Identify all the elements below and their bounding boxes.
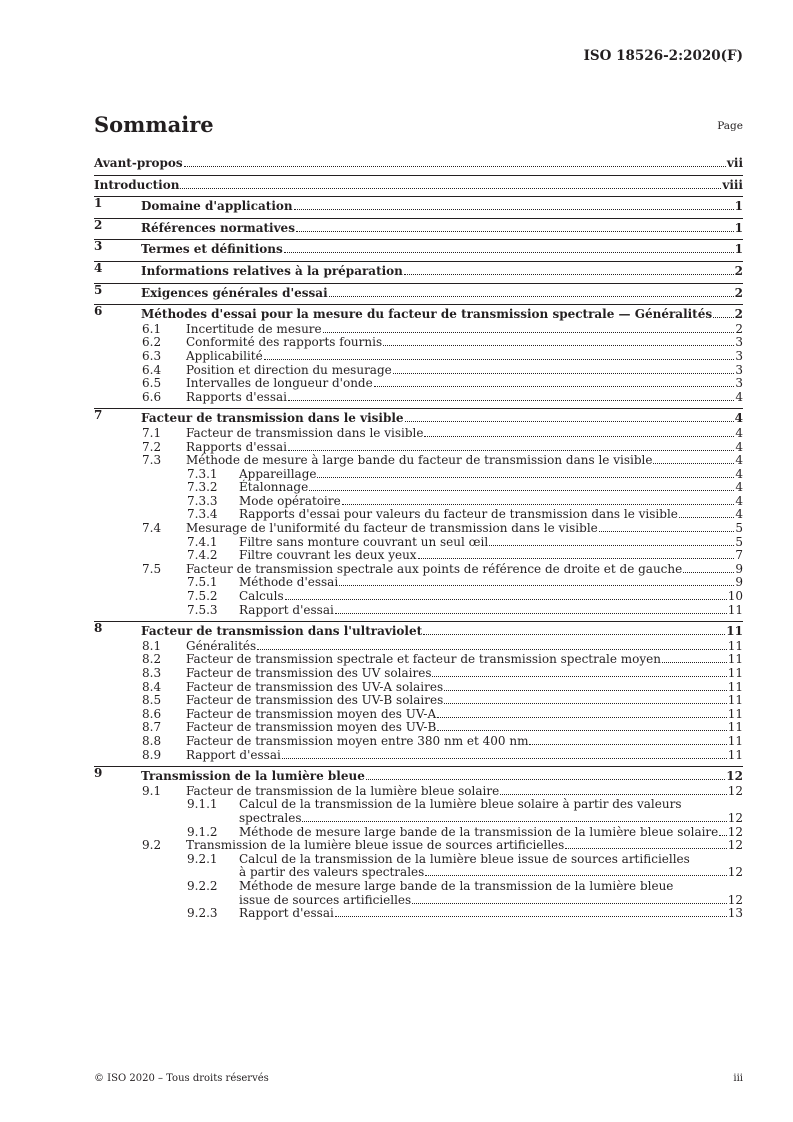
toc-entry-label: Intervalles de longueur d'onde <box>186 376 373 391</box>
toc-entry-number: 4 <box>94 260 103 275</box>
dot-leader <box>323 332 735 333</box>
dot-leader <box>374 386 735 387</box>
toc-entry-page: vii <box>726 156 743 170</box>
toc-entry-label: Calcul de la transmission de la lumière bleue issue de sources artificielles <box>239 851 690 866</box>
toc-entry-number: 8.9 <box>142 747 162 762</box>
toc-entry-number: 8.5 <box>142 693 162 708</box>
toc-entry[interactable] <box>94 749 743 763</box>
toc-entry-page: 11 <box>727 679 743 694</box>
toc-entry-number: 6 <box>94 304 103 319</box>
dot-leader <box>383 345 734 346</box>
toc-entry-number: 9.1.2 <box>187 824 218 839</box>
toc-entry[interactable] <box>94 261 743 279</box>
toc-entry-page: 11 <box>726 624 743 639</box>
toc-entry-label: Facteur de transmission des UV-A solaires <box>186 679 444 694</box>
dot-leader <box>424 436 734 437</box>
toc-entry-label: Méthode de mesure large bande de la transmission de la lumière bleue <box>239 878 674 893</box>
dot-leader <box>309 490 734 491</box>
toc-entry[interactable] <box>94 427 743 441</box>
toc-entry-label: spectrales <box>239 810 302 825</box>
toc-entry-number: 9.2.2 <box>187 878 218 893</box>
toc-entry-number: 9.2 <box>142 838 162 853</box>
toc-entry-number: 3 <box>94 239 103 254</box>
toc-entry-page: 1 <box>734 242 743 257</box>
toc-entry-label: Facteur de transmission des UV solaires <box>186 666 432 680</box>
dot-leader <box>679 517 734 518</box>
toc-entry-number: 8.2 <box>142 652 162 667</box>
toc-entry[interactable] <box>94 640 743 654</box>
toc-entry-label: Facteur de transmission spectrale et facteur de transmission spectrale moyen <box>186 652 661 667</box>
toc-entry-number: 7.1 <box>142 425 162 440</box>
toc-entry-page: 3 <box>735 376 743 391</box>
toc-entry-page: 12 <box>726 769 743 784</box>
toc-entry-number: 7.3.4 <box>187 507 218 522</box>
dot-leader <box>500 794 727 795</box>
toc-entry-number: 9.2.1 <box>187 851 218 866</box>
toc-entry-number: 6.1 <box>142 321 162 336</box>
toc-entry-label: Transmission de la lumière bleue <box>141 769 365 784</box>
toc-entry-number: 6.6 <box>142 389 162 404</box>
page-number: iii <box>733 1073 743 1084</box>
toc-entry-page: 4 <box>735 480 743 495</box>
toc-entry[interactable] <box>94 549 743 563</box>
toc-entry-number: 7.5.3 <box>187 602 218 617</box>
toc-entry-page: 2 <box>734 263 743 278</box>
toc-entry[interactable] <box>94 766 743 784</box>
toc-entry-label: Facteur de transmission dans le visible <box>186 425 424 440</box>
toc-entry-label: Appareillage <box>239 466 317 481</box>
dot-leader <box>366 779 725 780</box>
toc-entry[interactable] <box>94 721 743 735</box>
toc-entry[interactable] <box>94 694 743 708</box>
dot-leader <box>432 676 726 677</box>
toc-entry-page: 11 <box>727 733 743 748</box>
toc-entry-number: 7.5 <box>142 561 162 576</box>
toc-entry-number: 6.3 <box>142 348 162 363</box>
toc-entry-label: Facteur de transmission moyen des UV-B <box>186 720 437 735</box>
toc-entry[interactable] <box>94 785 743 799</box>
dot-leader <box>288 450 734 451</box>
dot-leader <box>425 875 726 876</box>
toc-entry[interactable] <box>94 218 743 236</box>
toc-entry[interactable] <box>94 323 743 337</box>
dot-leader <box>342 504 735 505</box>
toc-entry-number: 7.3.2 <box>187 480 218 495</box>
toc-entry-page: 4 <box>735 425 743 440</box>
toc-entry-page: 11 <box>727 693 743 708</box>
toc-entry[interactable] <box>94 576 743 590</box>
toc-entry-label: Étalonnage <box>239 480 309 495</box>
toc-entry[interactable] <box>94 604 743 618</box>
toc-entry-number: 7 <box>94 408 103 423</box>
toc-entry[interactable] <box>94 880 743 907</box>
dot-leader <box>418 558 735 559</box>
toc-entry-number: 7.3.1 <box>187 466 218 481</box>
toc-entry-page: 5 <box>735 521 743 536</box>
toc-entry-page: 3 <box>735 362 743 377</box>
toc-entry-page: 2 <box>734 285 743 300</box>
toc-entry-label: Méthodes d'essai pour la mesure du facteur de transmission spectrale — Généralités <box>141 307 713 322</box>
toc-entry-page: 3 <box>735 335 743 350</box>
toc-entry-label: Facteur de transmission spectrale aux points de référence de droite et de gauche <box>186 561 683 576</box>
toc-entry-label: Calcul de la transmission de la lumière bleue solaire à partir des valeurs <box>239 797 682 812</box>
toc-entry-label: Mode opératoire <box>239 493 341 508</box>
dot-leader <box>423 634 725 635</box>
toc-entry-page: 4 <box>735 507 743 522</box>
toc-entry[interactable] <box>94 681 743 695</box>
toc-entry[interactable] <box>94 350 743 364</box>
toc-entry[interactable] <box>94 839 743 853</box>
toc-entry-page: viii <box>722 177 743 192</box>
toc-entry[interactable] <box>94 283 743 301</box>
toc-entry-page: 2 <box>735 321 743 336</box>
toc-entry-number: 6.4 <box>142 362 162 377</box>
toc-entry-page: 11 <box>727 638 743 653</box>
toc-entry[interactable] <box>94 590 743 604</box>
toc-entry[interactable] <box>94 735 743 749</box>
dot-leader <box>264 359 735 360</box>
dot-leader <box>284 252 734 253</box>
copyright-notice: © ISO 2020 – Tous droits réservés <box>94 1073 269 1084</box>
toc-entry[interactable] <box>94 408 743 426</box>
dot-leader <box>317 477 734 478</box>
toc-entry-label: Applicabilité <box>186 348 263 363</box>
toc-entry-page: 11 <box>727 720 743 735</box>
toc-entry-number: 2 <box>94 217 103 232</box>
toc-entry-page: 12 <box>727 810 743 825</box>
toc-entry-label: issue de sources artificielles <box>239 892 412 907</box>
toc-entry[interactable] <box>94 364 743 378</box>
toc-entry-page: 9 <box>735 575 743 590</box>
toc-entry-label: Domaine d'application <box>141 199 293 214</box>
toc-entry-page: 4 <box>735 389 743 404</box>
dot-leader <box>599 531 735 532</box>
toc-entry[interactable] <box>94 441 743 455</box>
toc-entry-number: 7.5.2 <box>187 589 218 604</box>
toc-entry-page: 13 <box>727 906 743 921</box>
toc-entry-label: Rapport d'essai <box>239 602 334 617</box>
toc-entry-number: 1 <box>94 196 103 211</box>
toc-entry[interactable] <box>94 468 743 482</box>
toc-entry-number: 8.3 <box>142 666 162 680</box>
dot-leader <box>282 758 727 759</box>
dot-leader <box>285 599 727 600</box>
dot-leader <box>489 545 734 546</box>
dot-leader <box>184 166 726 167</box>
dot-leader <box>257 649 727 650</box>
page-column-label: Page <box>717 120 743 132</box>
toc-entry-number: 8.7 <box>142 720 162 735</box>
toc-entry-label: Avant-propos <box>94 156 183 170</box>
toc-entry-label: Facteur de transmission des UV-B solaires <box>186 693 444 708</box>
dot-leader <box>444 690 727 691</box>
toc-entry-number: 7.2 <box>142 439 162 454</box>
toc-entry-label: Transmission de la lumière bleue issue de sources artificielles <box>186 838 565 853</box>
toc-entry-label: Introduction <box>94 177 180 192</box>
dot-leader <box>713 317 734 318</box>
toc-entry-page: 1 <box>734 220 743 235</box>
toc-entry-label: Rapport d'essai <box>239 906 334 921</box>
dot-leader <box>404 274 734 275</box>
toc-entry-number: 8 <box>94 621 103 636</box>
dot-leader <box>719 835 726 836</box>
dot-leader <box>294 209 734 210</box>
toc-entry-label: Facteur de transmission dans le visible <box>141 411 404 426</box>
toc-entry-label: Position et direction du mesurage <box>186 362 392 377</box>
toc-entry-number: 8.1 <box>142 638 162 653</box>
toc-entry-number: 9.1.1 <box>187 797 218 812</box>
toc-entry-number: 7.4.2 <box>187 548 218 563</box>
toc-entry-label: Calculs <box>239 589 284 604</box>
toc-entry[interactable] <box>94 563 743 577</box>
toc-entry-number: 9 <box>94 766 103 781</box>
toc-entry[interactable] <box>94 336 743 350</box>
toc-entry-number: 7.4 <box>142 521 162 536</box>
toc-entry[interactable] <box>94 175 743 193</box>
toc-entry[interactable] <box>94 454 743 468</box>
toc-entry-number: 8.6 <box>142 706 162 721</box>
toc-entry-label: Méthode de mesure large bande de la transmission de la lumière bleue solaire <box>239 824 719 839</box>
toc-entry-page: 12 <box>727 783 743 798</box>
toc-entry-number: 8.4 <box>142 679 162 694</box>
toc-entry-label: Conformité des rapports fournis <box>186 335 383 350</box>
toc-entry-page: 11 <box>727 652 743 667</box>
dot-leader <box>335 613 727 614</box>
toc-entry-number: 9.1 <box>142 783 162 798</box>
toc-entry[interactable] <box>94 304 743 322</box>
toc-entry-label: Filtre sans monture couvrant un seul œil <box>239 534 489 549</box>
toc-entry-label: Mesurage de l'uniformité du facteur de transmission dans le visible <box>186 521 598 536</box>
toc-entry[interactable] <box>94 377 743 391</box>
toc-title: Sommaire <box>94 112 214 137</box>
toc-entry[interactable] <box>94 798 743 825</box>
toc-entry[interactable] <box>94 481 743 495</box>
toc-entry[interactable] <box>94 536 743 550</box>
toc-entry[interactable] <box>94 239 743 257</box>
toc-entry-page: 1 <box>734 199 743 214</box>
toc-entry-label: Filtre couvrant les deux yeux <box>239 548 417 563</box>
toc-entry[interactable] <box>94 708 743 722</box>
toc-entry-page: 11 <box>727 666 743 680</box>
toc-entry-page: 12 <box>727 865 743 880</box>
toc-entry-label: Méthode d'essai <box>239 575 339 590</box>
toc-entry[interactable] <box>94 853 743 880</box>
dot-leader <box>296 231 734 232</box>
toc-entry[interactable] <box>94 391 743 405</box>
toc-entry-label: Facteur de transmission moyen entre 380 nm et 400 nm <box>186 733 529 748</box>
toc-entry-page: 10 <box>727 589 743 604</box>
dot-leader <box>339 585 734 586</box>
toc-entry-page: 5 <box>735 534 743 549</box>
toc-entry-page: 4 <box>735 439 743 454</box>
toc-entry-page: 4 <box>735 493 743 508</box>
toc-entry[interactable] <box>94 196 743 214</box>
toc-entry[interactable] <box>94 508 743 522</box>
toc-entry-number: 7.3 <box>142 453 162 468</box>
toc-entry-label: Rapports d'essai pour valeurs du facteur de transmission dans le visible <box>239 507 678 522</box>
toc-entry-page: 11 <box>727 602 743 617</box>
dot-leader <box>329 296 734 297</box>
toc-entry-page: 9 <box>735 561 743 576</box>
toc-entry-number: 7.3.3 <box>187 493 218 508</box>
toc-entry-label: Termes et définitions <box>141 242 283 257</box>
toc-entry[interactable] <box>94 495 743 509</box>
toc-entry-page: 11 <box>727 706 743 721</box>
toc-entry-label: Incertitude de mesure <box>186 321 322 336</box>
dot-leader <box>565 848 726 849</box>
toc-entry-page: 7 <box>735 548 743 563</box>
dot-leader <box>662 662 727 663</box>
toc-entry-label: Informations relatives à la préparation <box>141 263 403 278</box>
dot-leader <box>288 400 734 401</box>
toc-entry-label: Facteur de transmission moyen des UV-A <box>186 706 437 721</box>
dot-leader <box>335 916 727 917</box>
toc-entry-label: Références normatives <box>141 220 295 235</box>
toc-entry-number: 7.5.1 <box>187 575 218 590</box>
toc-entry-number: 8.8 <box>142 733 162 748</box>
table-of-contents <box>94 152 743 921</box>
toc-entry-page: 12 <box>727 824 743 839</box>
toc-entry-label: à partir des valeurs spectrales <box>239 865 425 880</box>
document-id: ISO 18526-2:2020(F) <box>583 48 743 64</box>
dot-leader <box>437 730 726 731</box>
toc-entry-page: 4 <box>735 453 743 468</box>
dot-leader <box>683 572 734 573</box>
toc-entry-label: Rapport d'essai <box>186 747 281 762</box>
toc-entry-number: 6.5 <box>142 376 162 391</box>
dot-leader <box>437 717 727 718</box>
toc-entry-page: 2 <box>734 307 743 322</box>
toc-entry[interactable] <box>94 653 743 667</box>
dot-leader <box>302 821 726 822</box>
toc-entry-label: Généralités <box>186 638 257 653</box>
toc-entry[interactable] <box>94 154 743 171</box>
toc-entry-page: 12 <box>727 892 743 907</box>
toc-entry-page: 11 <box>727 747 743 762</box>
toc-entry[interactable] <box>94 826 743 840</box>
toc-entry-page: 4 <box>735 466 743 481</box>
toc-entry[interactable] <box>94 667 743 681</box>
dot-leader <box>180 188 721 189</box>
dot-leader <box>529 744 726 745</box>
toc-entry-page: 3 <box>735 348 743 363</box>
toc-entry[interactable] <box>94 907 743 921</box>
toc-entry[interactable] <box>94 621 743 639</box>
toc-entry-label: Exigences générales d'essai <box>141 285 328 300</box>
toc-entry[interactable] <box>94 522 743 536</box>
dot-leader <box>653 463 734 464</box>
toc-entry-page: 12 <box>727 838 743 853</box>
dot-leader <box>412 903 727 904</box>
toc-entry-label: Facteur de transmission de la lumière bleue solaire <box>186 783 500 798</box>
toc-entry-label: Rapports d'essai <box>186 389 287 404</box>
dot-leader <box>405 421 734 422</box>
toc-entry-number: 9.2.3 <box>187 906 218 921</box>
toc-entry-number: 6.2 <box>142 335 162 350</box>
toc-entry-label: Méthode de mesure à large bande du facteur de transmission dans le visible <box>186 453 653 468</box>
toc-entry-number: 7.4.1 <box>187 534 218 549</box>
toc-entry-page: 4 <box>734 411 743 426</box>
dot-leader <box>393 373 735 374</box>
toc-entry-number: 5 <box>94 282 103 297</box>
toc-entry-label: Facteur de transmission dans l'ultraviolet <box>141 624 423 639</box>
dot-leader <box>444 703 726 704</box>
toc-entry-label: Rapports d'essai <box>186 439 287 454</box>
